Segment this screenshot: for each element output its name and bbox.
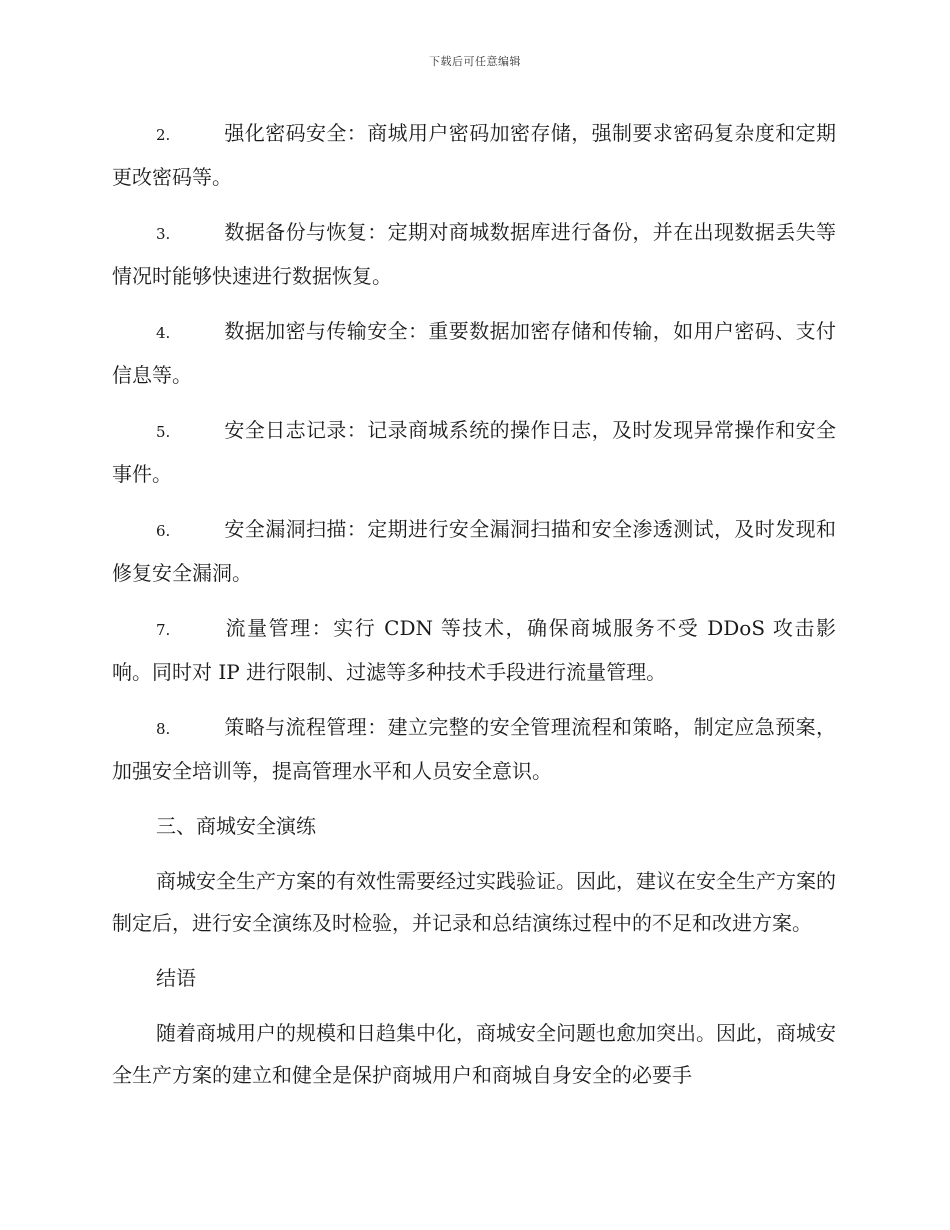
list-item-text: 流量管理：实行 CDN 等技术，确保商城服务不受 DDoS 攻击影响。同时对 IP 进行限制、过滤等多种技术手段进行流量管理。 xyxy=(112,616,836,684)
list-item xyxy=(112,706,836,792)
list-item xyxy=(112,112,836,198)
list-item-number: 7. xyxy=(156,621,171,639)
list-item-text: 数据加密与传输安全：重要数据加密存储和传输，如用户密码、支付信息等。 xyxy=(112,319,836,387)
section-paragraph-conclusion: 随着商城用户的规模和日趋集中化，商城安全问题也愈加突出。因此，商城安全生产方案的建立和健全是保护商城用户和商城自身安全的必要手 xyxy=(112,1021,836,1087)
list-item-text: 强化密码安全：商城用户密码加密存储，强制要求密码复杂度和定期更改密码等。 xyxy=(112,121,836,189)
page-header: 下载后可任意编辑 xyxy=(429,55,521,68)
section-heading-conclusion: 结语 xyxy=(156,966,196,990)
document-body xyxy=(112,112,836,1109)
list-item-text: 安全日志记录：记录商城系统的操作日志，及时发现异常操作和安全事件。 xyxy=(112,418,836,486)
list-item xyxy=(112,607,836,693)
list-item xyxy=(112,409,836,495)
list-item-number: 2. xyxy=(156,126,171,144)
list-item-number: 6. xyxy=(156,522,171,540)
list-item xyxy=(112,508,836,594)
list-item-number: 5. xyxy=(156,423,171,441)
section-heading-drill: 三、商城安全演练 xyxy=(156,814,316,838)
list-item-text: 数据备份与恢复：定期对商城数据库进行备份，并在出现数据丢失等情况时能够快速进行数据恢复。 xyxy=(112,220,836,288)
list-item xyxy=(112,310,836,396)
list-item-text: 策略与流程管理：建立完整的安全管理流程和策略，制定应急预案，加强安全培训等，提高管理水平和人员安全意识。 xyxy=(112,715,836,783)
list-item-number: 3. xyxy=(156,225,171,243)
section-paragraph-drill: 商城安全生产方案的有效性需要经过实践验证。因此，建议在安全生产方案的制定后，进行安全演练及时检验，并记录和总结演练过程中的不足和改进方案。 xyxy=(112,869,836,935)
list-item xyxy=(112,211,836,297)
list-item-text: 安全漏洞扫描：定期进行安全漏洞扫描和安全渗透测试，及时发现和修复安全漏洞。 xyxy=(112,517,836,585)
list-item-number: 4. xyxy=(156,324,171,342)
list-item-number: 8. xyxy=(156,720,171,738)
